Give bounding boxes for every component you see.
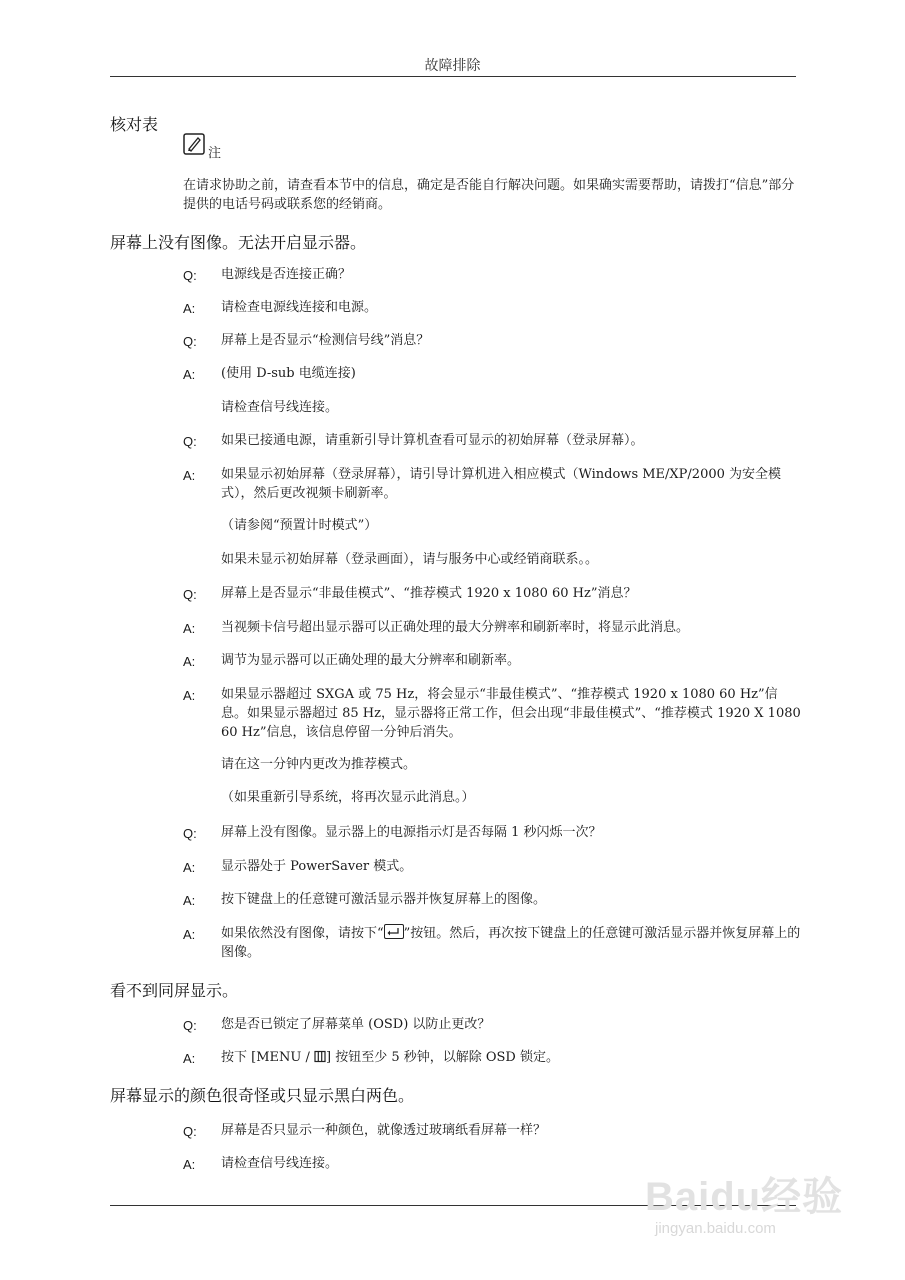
qa-label: Q: <box>183 826 197 841</box>
qa-text: 如果显示器超过 SXGA 或 75 Hz，将会显示“非最佳模式”、“推荐模式 1920 x 1080 60 Hz”信息。如果显示器超过 85 Hz，显示器将正常工作，但会出现“非最佳模式”、“推荐模式 1920 X 1080 60 Hz”信息，该信息停留一分钟后消失。 <box>221 687 801 740</box>
section-title-no-osd: 看不到同屏显示。 <box>110 981 239 1000</box>
qa-text: 如果显示初始屏幕（登录屏幕），请引导计算机进入相应模式（Windows ME/XP/2000 为安全模式），然后更改视频卡刷新率。 <box>221 467 782 501</box>
qa-text: 显示器处于 PowerSaver 模式。 <box>221 859 413 874</box>
qa-text: 调节为显示器可以正确处理的最大分辨率和刷新率。 <box>221 653 521 668</box>
qa-label: A: <box>183 367 196 382</box>
qa-text: 按下键盘上的任意键可激活显示器并恢复屏幕上的图像。 <box>221 892 547 907</box>
section-title-color-issue: 屏幕显示的颜色很奇怪或只显示黑白两色。 <box>110 1086 415 1105</box>
qa-label: A: <box>183 621 196 636</box>
qa-text: 请检查信号线连接。 <box>221 1156 339 1171</box>
qa-label: Q: <box>183 334 197 349</box>
qa-label: Q: <box>183 434 197 449</box>
qa-text: 如果未显示初始屏幕（登录画面），请与服务中心或经销商联系。。 <box>221 552 599 567</box>
qa-text-after: ”按钮。然后，再次按下键盘上的任意键可激活显示器并恢复屏幕上的图像。 <box>221 926 801 960</box>
qa-label: Q: <box>183 587 197 602</box>
section-title-no-image: 屏幕上没有图像。无法开启显示器。 <box>110 233 367 252</box>
qa-label: A: <box>183 688 196 703</box>
qa-label: A: <box>183 301 196 316</box>
qa-text: 屏幕是否只显示一种颜色，就像透过玻璃纸看屏幕一样？ <box>221 1123 547 1138</box>
qa-text-before: 按下 [MENU / <box>221 1050 314 1065</box>
qa-label: A: <box>183 654 196 669</box>
enter-key-icon <box>384 924 404 939</box>
section-title-checklist: 核对表 <box>110 115 159 134</box>
qa-text <box>221 1048 801 1067</box>
qa-text: 您是否已锁定了屏幕菜单 (OSD) 以防止更改？ <box>221 1017 491 1032</box>
qa-label: Q: <box>183 1124 197 1139</box>
qa-label: A: <box>183 1051 196 1066</box>
qa-text: 屏幕上是否显示“非最佳模式”、“推荐模式 1920 x 1080 60 Hz”消息？ <box>221 586 637 601</box>
qa-label: A: <box>183 893 196 908</box>
qa-text: 屏幕上没有图像。显示器上的电源指示灯是否每隔 1 秒闪烁一次？ <box>221 825 602 840</box>
qa-text: (使用 D-sub 电缆连接) <box>221 366 356 381</box>
qa-label: Q: <box>183 268 197 283</box>
qa-text: 屏幕上是否显示“检测信号线”消息？ <box>221 333 430 348</box>
qa-label: A: <box>183 1157 196 1172</box>
qa-text <box>221 924 801 962</box>
qa-label: A: <box>183 468 196 483</box>
note-text: 在请求协助之前，请查看本节中的信息，确定是否能自行解决问题。如果确实需要帮助，请拨打“信息”部分提供的电话号码或联系您的经销商。 <box>183 178 795 212</box>
qa-text: （如果重新引导系统，将再次显示此消息。） <box>221 790 475 805</box>
qa-text-after: ] 按钮至少 5 秒钟，以解除 OSD 锁定。 <box>325 1050 559 1065</box>
qa-label: A: <box>183 860 196 875</box>
qa-text-before: 如果依然没有图像，请按下“ <box>221 926 384 941</box>
qa-text: 电源线是否连接正确？ <box>221 267 352 282</box>
menu-key-icon <box>314 1050 326 1063</box>
header-rule <box>110 76 796 77</box>
note-icon <box>183 133 205 155</box>
qa-text: 请检查电源线连接和电源。 <box>221 300 378 315</box>
qa-text: 如果已接通电源，请重新引导计算机查看可显示的初始屏幕（登录屏幕）。 <box>221 433 644 448</box>
qa-text: 当视频卡信号超出显示器可以正确处理的最大分辨率和刷新率时，将显示此消息。 <box>221 620 690 635</box>
qa-label: Q: <box>183 1018 197 1033</box>
qa-text: 请在这一分钟内更改为推荐模式。 <box>221 757 417 772</box>
watermark-url: jingyan.baidu.com <box>655 1220 776 1237</box>
qa-text: （请参阅“预置计时模式”） <box>221 518 378 533</box>
page-header-title: 故障排除 <box>424 58 481 74</box>
note-label: 注 <box>208 146 222 161</box>
qa-text: 请检查信号线连接。 <box>221 400 339 415</box>
watermark-logo: Baidu经验 <box>645 1175 844 1219</box>
qa-label: A: <box>183 927 196 942</box>
